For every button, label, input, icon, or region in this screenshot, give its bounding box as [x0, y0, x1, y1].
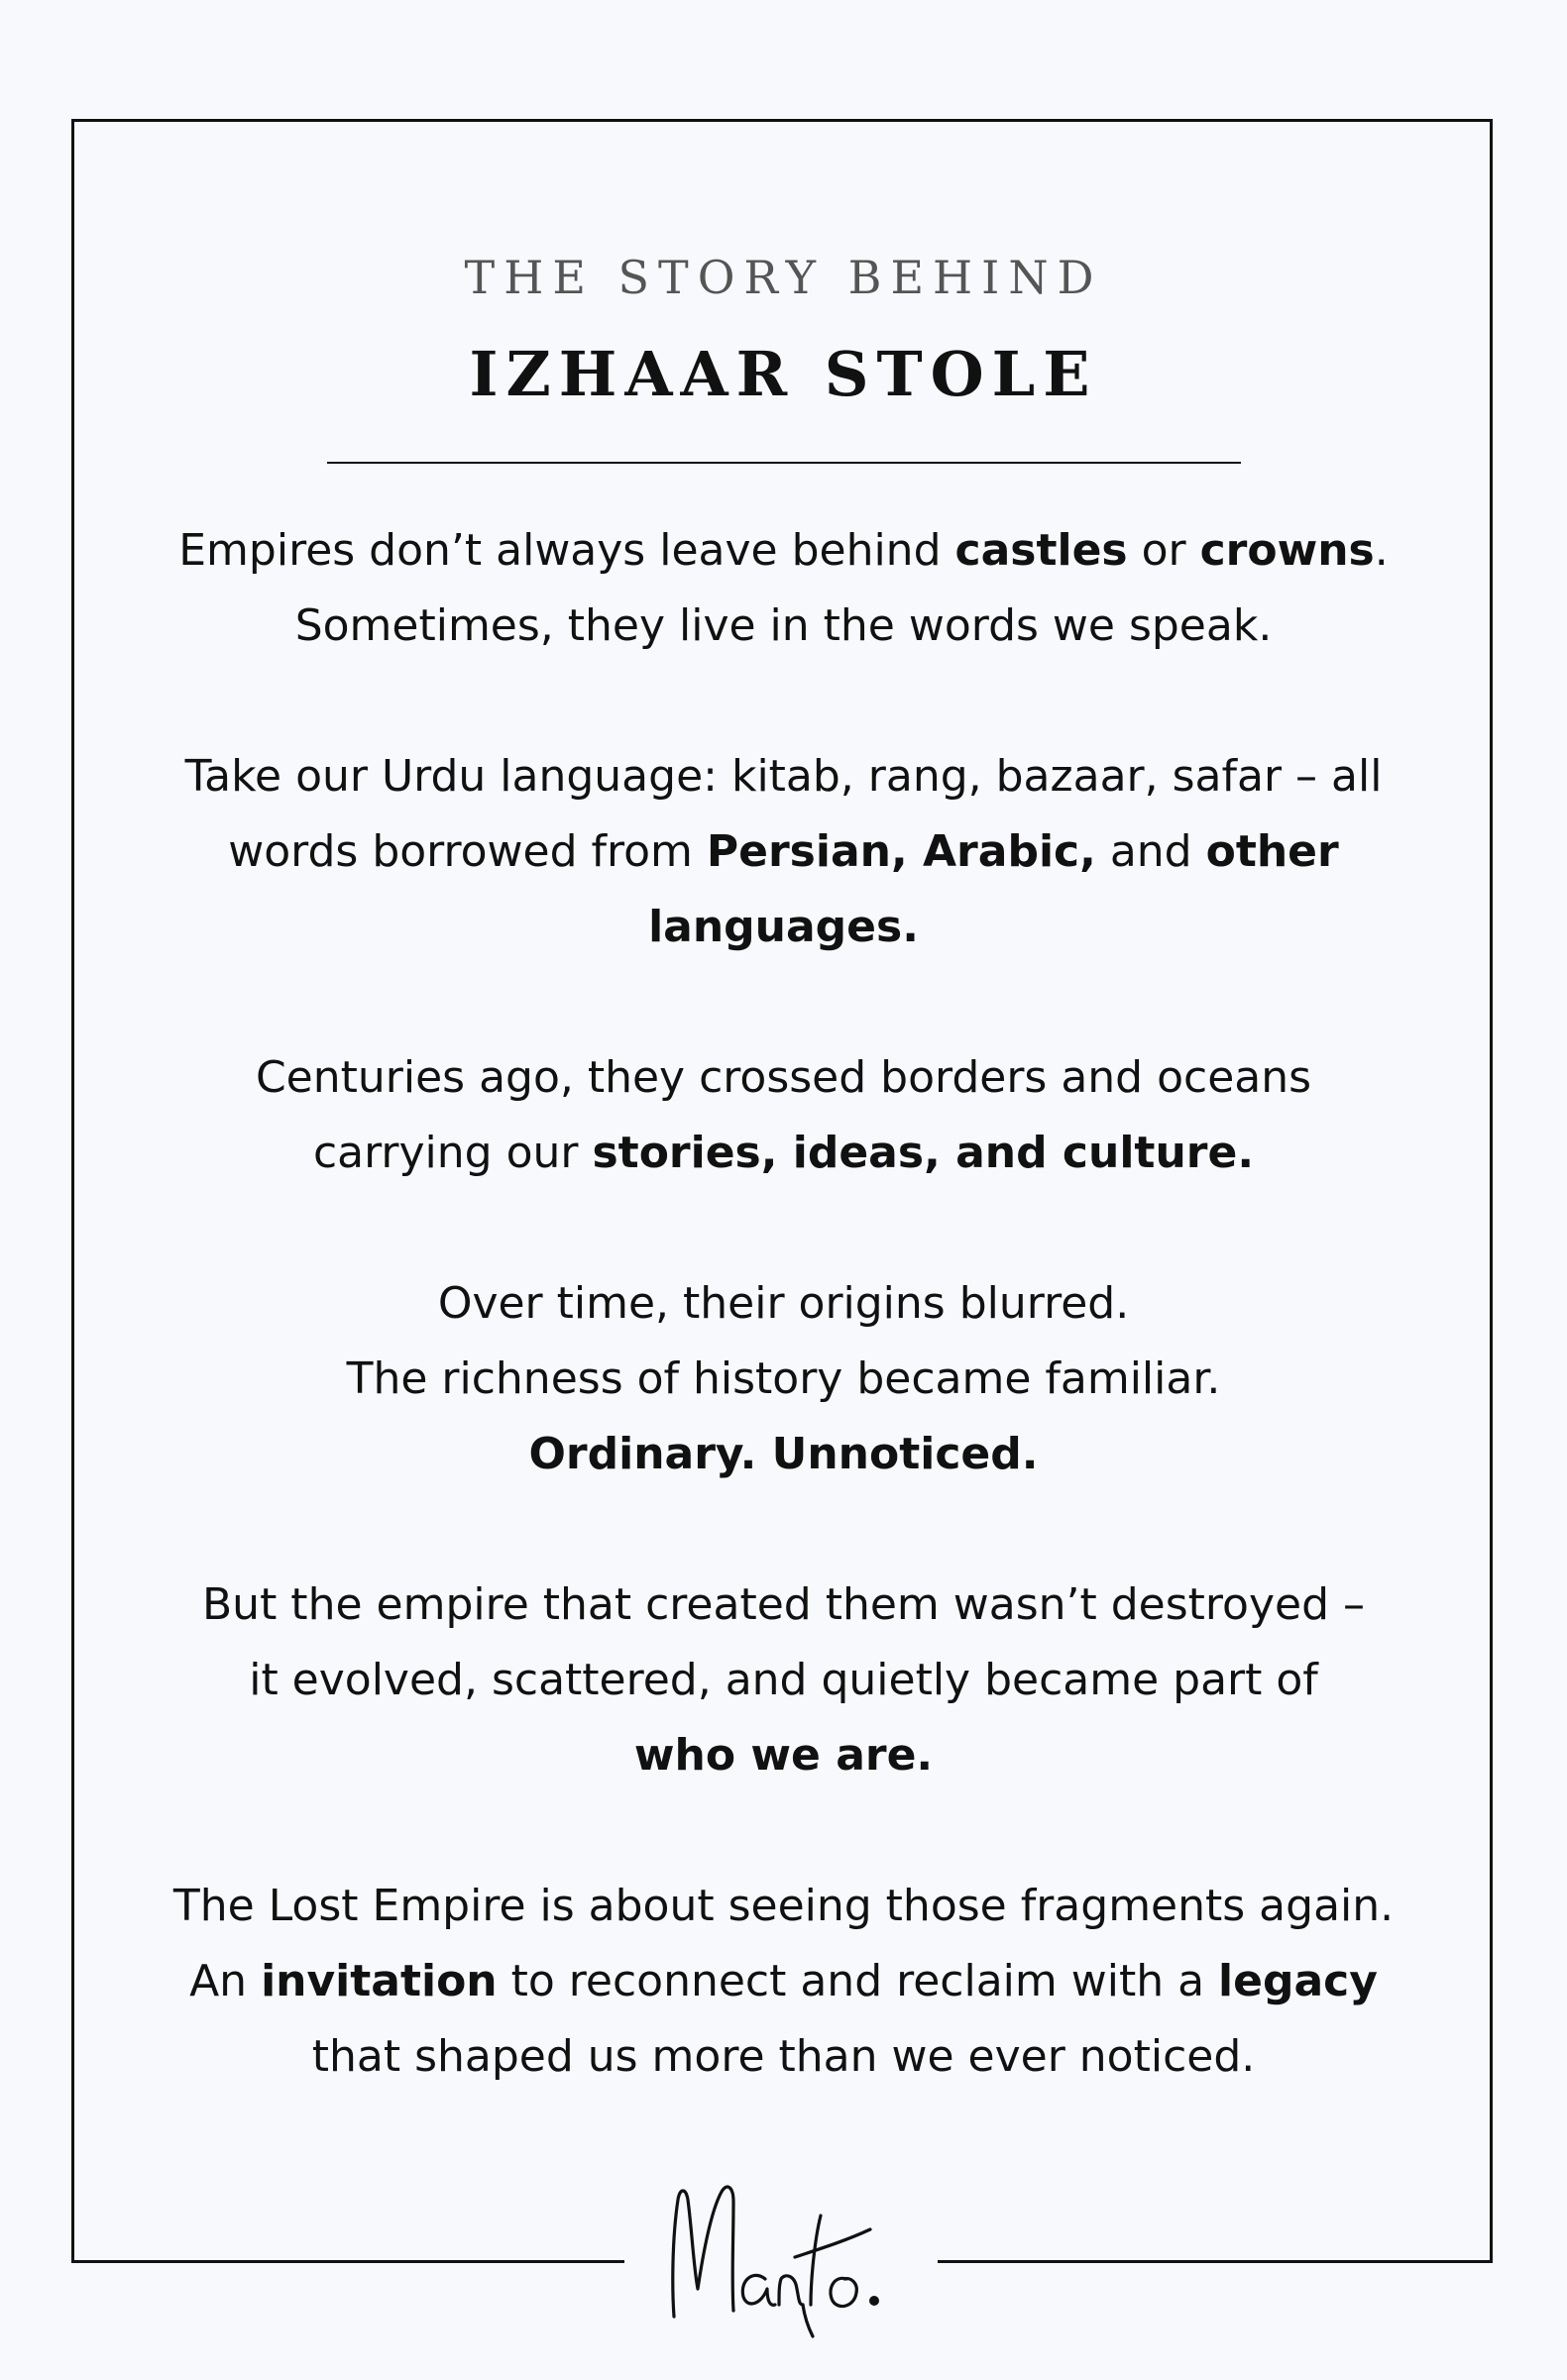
story-paragraph [119, 739, 1448, 965]
text-segment: The Lost Empire is about seeing those fragments again. [172, 1881, 1395, 1931]
text-segment: that shaped us more than we ever noticed. [311, 2031, 1256, 2082]
text-segment: Take our Urdu language: kitab, rang, bazaar, safar – all [184, 751, 1383, 802]
signature-image [634, 2130, 932, 2338]
emphasis-text: legacy [1218, 1956, 1378, 2006]
story-paragraph [119, 513, 1448, 664]
text-segment: and [1095, 826, 1206, 877]
story-body [119, 513, 1448, 2095]
text-segment: Sometimes, they live in the words we speak. [294, 600, 1273, 651]
text-segment: The richness of history became familiar. [346, 1353, 1221, 1404]
text-segment: or [1127, 525, 1200, 576]
emphasis-text: invitation [261, 1956, 498, 2006]
text-segment: carrying our [312, 1128, 593, 1178]
emphasis-text: who we are. [633, 1730, 934, 1781]
title-divider [327, 462, 1241, 464]
emphasis-text: crowns [1199, 525, 1375, 576]
text-segment: Centuries ago, they crossed borders and oceans [255, 1052, 1312, 1103]
emphasis-text: Persian, Arabic, [706, 826, 1096, 877]
page-title: IZHAAR STOLE [469, 338, 1098, 410]
story-paragraph [119, 1040, 1448, 1191]
text-segment: But the empire that created them wasn’t destroyed – [202, 1579, 1365, 1630]
kicker-heading: THE STORY BEHIND [464, 251, 1103, 304]
emphasis-text: castles [954, 525, 1128, 576]
emphasis-text: Ordinary. Unnoticed. [528, 1429, 1039, 1479]
text-segment: Over time, their origins blurred. [437, 1278, 1130, 1329]
emphasis-text: other [1205, 826, 1339, 877]
emphasis-text: stories, ideas, and culture. [592, 1128, 1255, 1178]
text-segment: it evolved, scattered, and quietly became part of [249, 1655, 1318, 1705]
text-segment: words borrowed from [228, 826, 707, 877]
text-segment: An [189, 1956, 262, 2006]
text-segment: . [1374, 525, 1389, 576]
story-paragraph [119, 1568, 1448, 1793]
story-paragraph [119, 1266, 1448, 1492]
emphasis-text: languages. [648, 902, 919, 952]
text-segment: to reconnect and reclaim with a [497, 1956, 1219, 2006]
text-segment: Empires don’t always leave behind [178, 525, 955, 576]
story-paragraph [119, 1869, 1448, 2095]
